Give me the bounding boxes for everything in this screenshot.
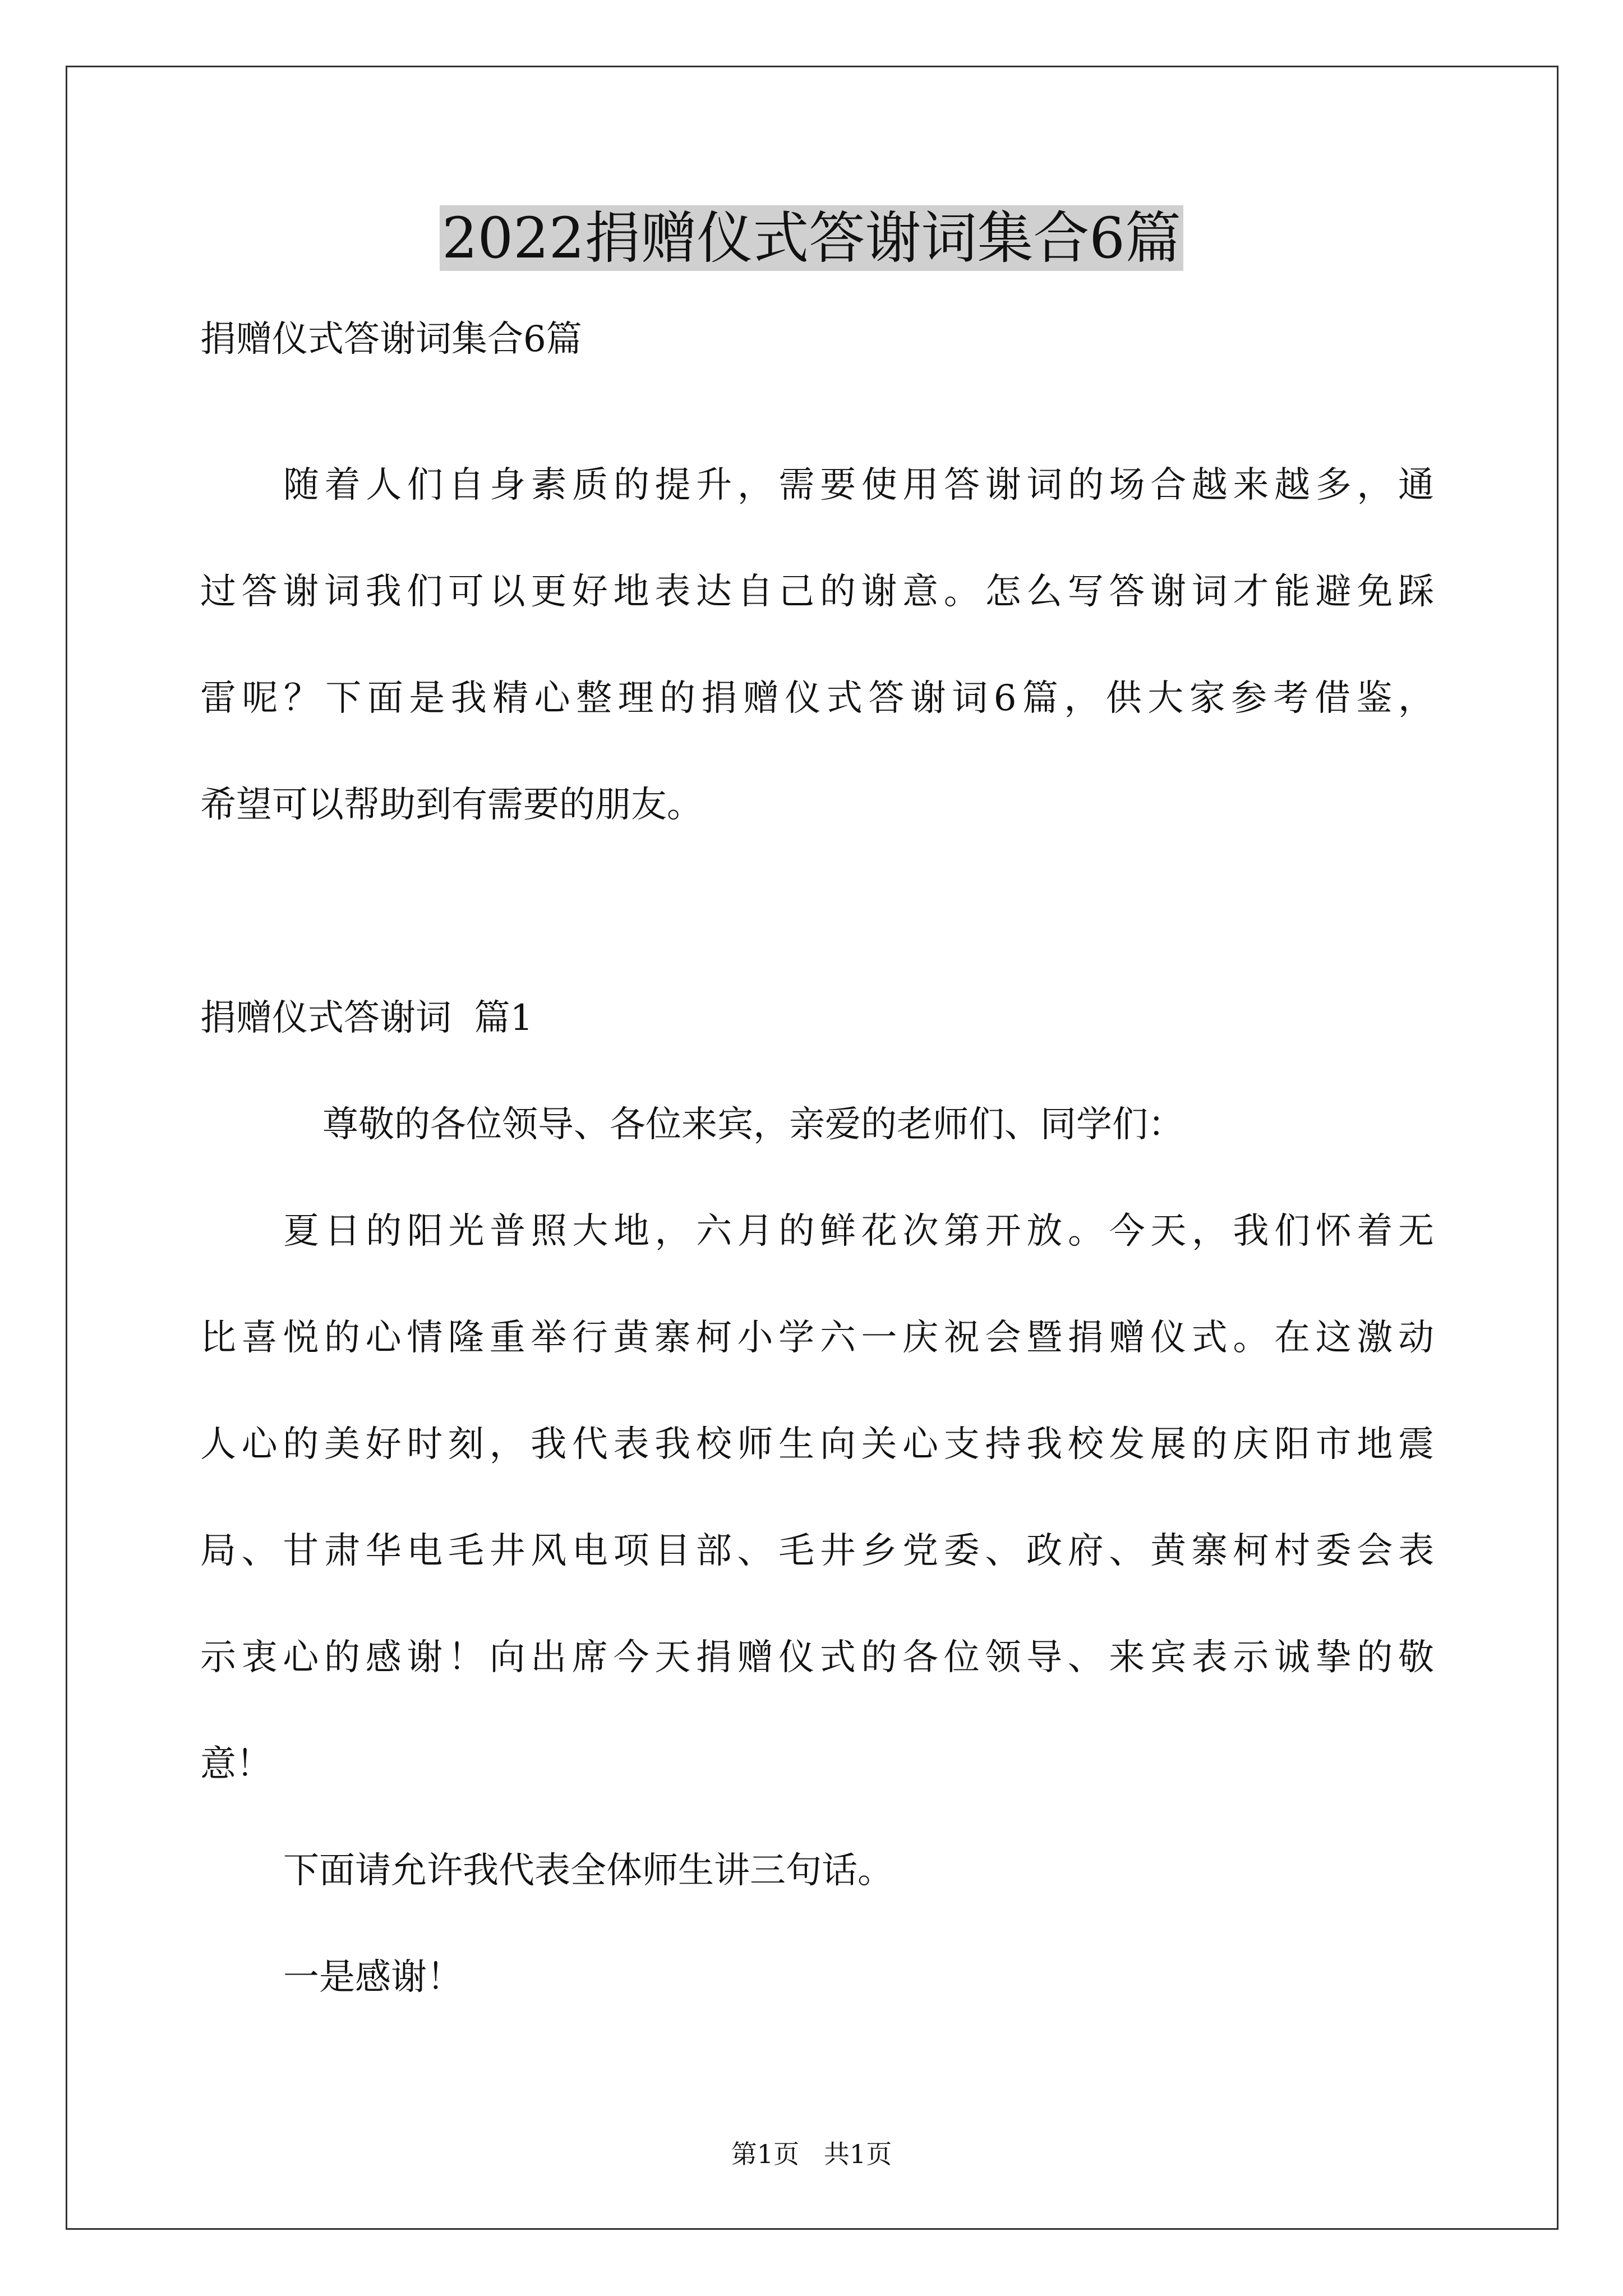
body-line-5: 示衷心的感谢！向出席今天捐赠仪式的各位领导、来宾表示诚挚的敬 xyxy=(200,1637,1434,1678)
section-heading: 捐赠仪式答谢词 篇1 xyxy=(200,997,533,1039)
title-highlight: 2022捐赠仪式答谢词集合6篇 xyxy=(440,205,1183,271)
page-footer: 第1页 共1页 xyxy=(731,2139,892,2169)
paragraph-three-sentences: 下面请允许我代表全体师生讲三句话。 xyxy=(283,1850,893,1892)
body-line-2: 比喜悦的心情隆重举行黄寨柯小学六一庆祝会暨捐赠仪式。在这激动 xyxy=(200,1317,1434,1359)
paragraph-first-thanks: 一是感谢！ xyxy=(283,1957,463,1998)
subtitle: 捐赠仪式答谢词集合6篇 xyxy=(200,319,582,360)
salutation: 尊敬的各位领导、各位来宾，亲爱的老师们、同学们： xyxy=(322,1104,1184,1145)
body-line-6: 意！ xyxy=(200,1743,272,1785)
body-line-3: 人心的美好时刻，我代表我校师生向关心支持我校发展的庆阳市地震 xyxy=(200,1424,1434,1465)
intro-line-2: 过答谢词我们可以更好地表达自己的谢意。怎么写答谢词才能避免踩 xyxy=(200,571,1434,613)
intro-line-1: 随着人们自身素质的提升，需要使用答谢词的场合越来越多，通 xyxy=(283,464,1434,506)
document-title xyxy=(0,199,1623,278)
intro-line-3: 雷呢？下面是我精心整理的捐赠仪式答谢词6篇，供大家参考借鉴， xyxy=(200,678,1434,719)
body-line-1: 夏日的阳光普照大地，六月的鲜花次第开放。今天，我们怀着无 xyxy=(283,1211,1434,1252)
body-line-4: 局、甘肃华电毛井风电项目部、毛井乡党委、政府、黄寨柯村委会表 xyxy=(200,1530,1434,1572)
intro-line-4: 希望可以帮助到有需要的朋友。 xyxy=(200,784,703,826)
